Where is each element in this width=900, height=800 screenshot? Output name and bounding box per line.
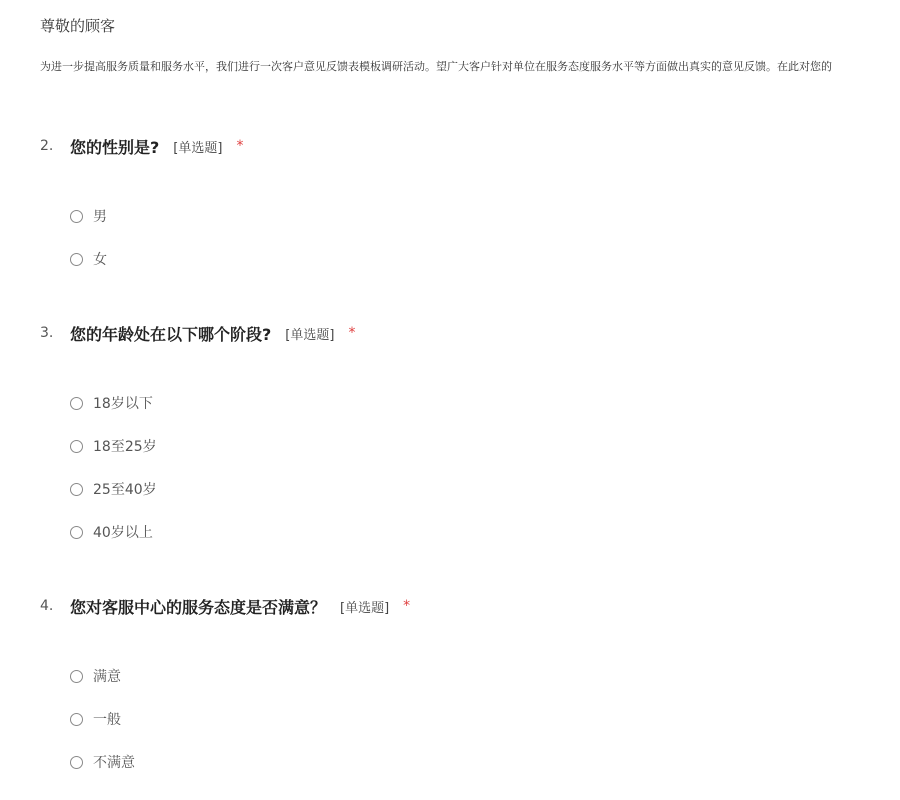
option-25-to-40[interactable] [70,480,157,498]
radio-button-icon[interactable] [70,440,83,453]
question-title: 您的年龄处在以下哪个阶段? [70,324,272,344]
question-age [40,322,900,541]
question-number: 3. [40,325,54,341]
required-asterisk: * [348,325,356,341]
option-label: 男 [93,209,107,225]
option-label: 一般 [93,712,121,728]
radio-button-icon[interactable] [70,397,83,410]
radio-button-icon[interactable] [70,526,83,539]
question-type-tag: [单选题] [285,327,335,343]
radio-button-icon[interactable] [70,483,83,496]
option-average[interactable] [70,710,121,728]
question-satisfaction [40,595,900,771]
option-label: 25至40岁 [93,482,157,498]
option-male[interactable] [70,207,107,225]
question-number: 4. [40,598,54,614]
option-dissatisfied[interactable] [70,753,135,771]
required-asterisk: * [403,598,411,614]
question-header [40,135,900,157]
option-over-40[interactable] [70,523,153,541]
option-label: 女 [93,252,107,268]
option-female[interactable] [70,250,107,268]
radio-button-icon[interactable] [70,756,83,769]
option-label: 满意 [93,669,121,685]
question-type-tag: [单选题] [340,600,390,616]
option-satisfied[interactable] [70,667,121,685]
radio-button-icon[interactable] [70,253,83,266]
option-label: 18岁以下 [93,396,153,412]
question-title: 您的性别是? [70,137,160,157]
question-header [40,595,900,617]
option-label: 40岁以上 [93,525,153,541]
survey-greeting: 尊敬的顾客 [40,17,116,35]
radio-button-icon[interactable] [70,670,83,683]
required-asterisk: * [236,138,244,154]
radio-button-icon[interactable] [70,713,83,726]
radio-button-icon[interactable] [70,210,83,223]
question-gender [40,135,900,268]
question-title: 您对客服中心的服务态度是否满意？ [70,597,327,617]
option-label: 18至25岁 [93,439,157,455]
option-18-to-25[interactable] [70,437,157,455]
survey-intro-text: 为进一步提高服务质量和服务水平，我们进行一次客户意见反馈表模板调研活动。望广大客户针对单位在服务态度服务水平等方面做出真实的意见反馈。在此对您的 [40,60,832,73]
question-number: 2. [40,138,54,154]
question-header [40,322,900,344]
option-label: 不满意 [93,755,135,771]
option-under-18[interactable] [70,394,153,412]
question-type-tag: [单选题] [173,140,223,156]
